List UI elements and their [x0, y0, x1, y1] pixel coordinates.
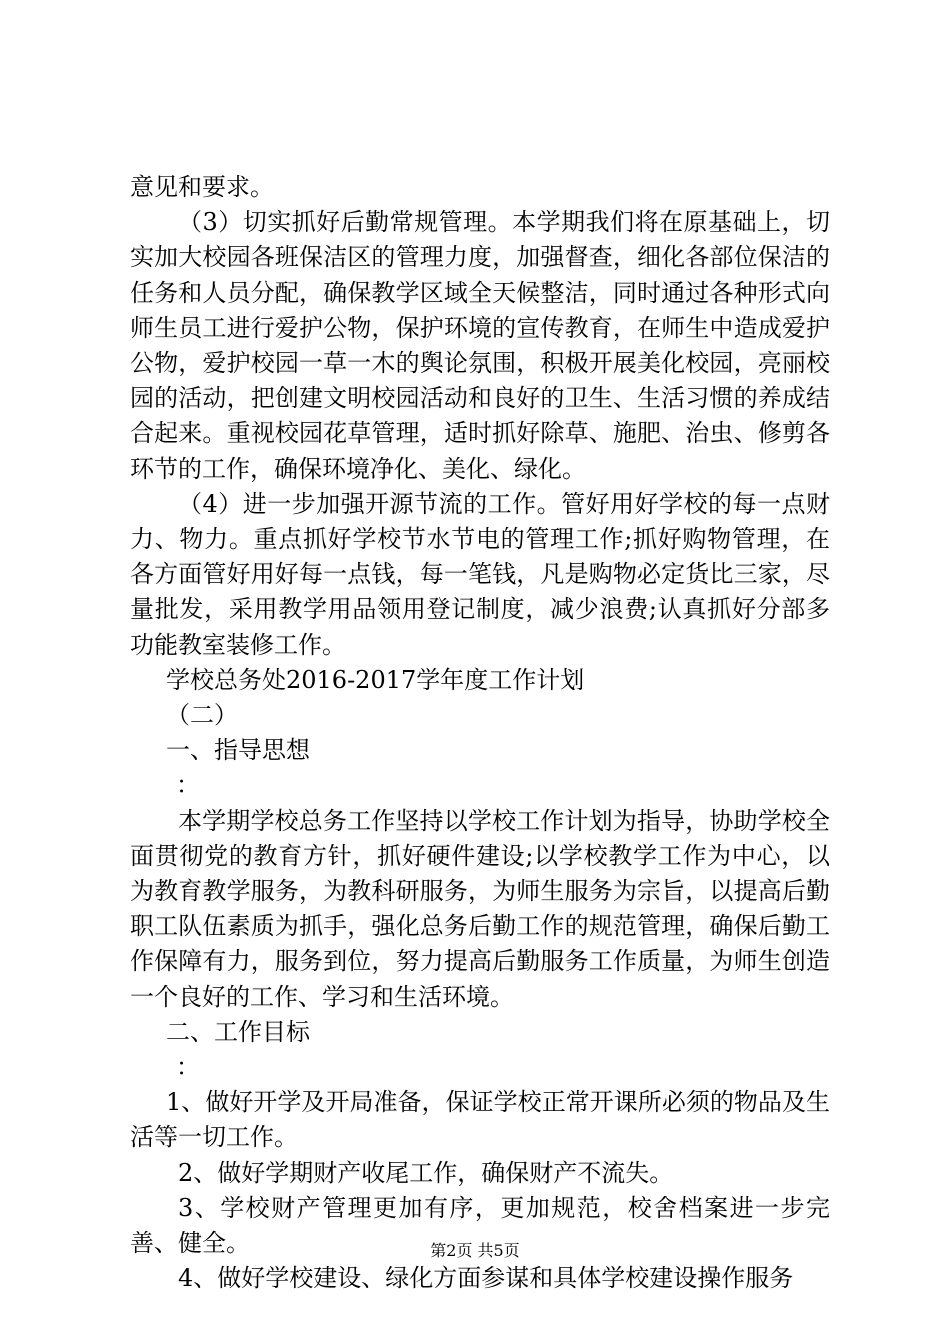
paragraph-cost-saving: （4）进一步加强开源节流的工作。管好用好学校的每一点财力、物力。重点抓好学校节水节电的管理工作;抓好购物管理，在各方面管好用好每一点钱，每一笔钱，凡是购物必定货比三家，尽量批发，采用教学用品领用登记制度，减少浪费;认真抓好分部多功能教室装修工作。 [130, 489, 830, 659]
document-body [130, 170, 830, 1297]
section-colon: ： [176, 1053, 200, 1082]
page-number-indicator: 第2页 共5页 [430, 1241, 520, 1260]
paragraph-continuation: 意见和要求。 [130, 173, 274, 201]
goal-item-1: 1、做好开学及开局准备，保证学校正常开课所必须的物品及生活等一切工作。 [130, 1088, 830, 1152]
section-heading-guiding-ideology: 一、指导思想 [166, 736, 310, 765]
goal-item-3: 3、学校财产管理更加有序，更加规范，校舍档案进一步完善、健全。 [130, 1193, 830, 1258]
paragraph-guiding-ideology: 本学期学校总务工作坚持以学校工作计划为指导，协助学校全面贯彻党的教育方针，抓好硬件建设;以学校教学工作为中心，以为教育教学服务，为教科研服务，为师生服务为宗旨，以提高后勤职工队伍素质为抓手，强化总务后勤工作的规范管理，确保后勤工作保障有力，服务到位，努力提高后勤服务工作质量，为师生创造一个良好的工作、学习和生活环境。 [130, 806, 830, 1011]
page-footer [0, 1240, 950, 1262]
goal-item-2: 2、做好学期财产收尾工作，确保财产不流失。 [178, 1158, 674, 1187]
goal-item-4: 4、做好学校建设、绿化方面参谋和具体学校建设操作服务 [178, 1264, 794, 1293]
section-heading-work-goals: 二、工作目标 [166, 1017, 310, 1046]
plan-title: 学校总务处2016-2017学年度工作计划 [166, 665, 585, 694]
section-colon: ： [176, 771, 200, 800]
plan-part-number: （二） [166, 701, 238, 730]
paragraph-logistics-management: （3）切实抓好后勤常规管理。本学期我们将在原基础上，切实加大校园各班保洁区的管理力度，加强督查，细化各部位保洁的任务和人员分配，确保教学区域全天候整洁，同时通过各种形式向师生员工进行爱护公物，保护环境的宣传教育，在师生中造成爱护公物，爱护校园一草一木的舆论氛围，积极开展美化校园，亮丽校园的活动，把创建文明校园活动和良好的卫生、生活习惯的养成结合起来。重视校园花草管理，适时抓好除草、施肥、治虫、修剪各环节的工作，确保环境净化、美化、绿化。 [130, 208, 830, 483]
